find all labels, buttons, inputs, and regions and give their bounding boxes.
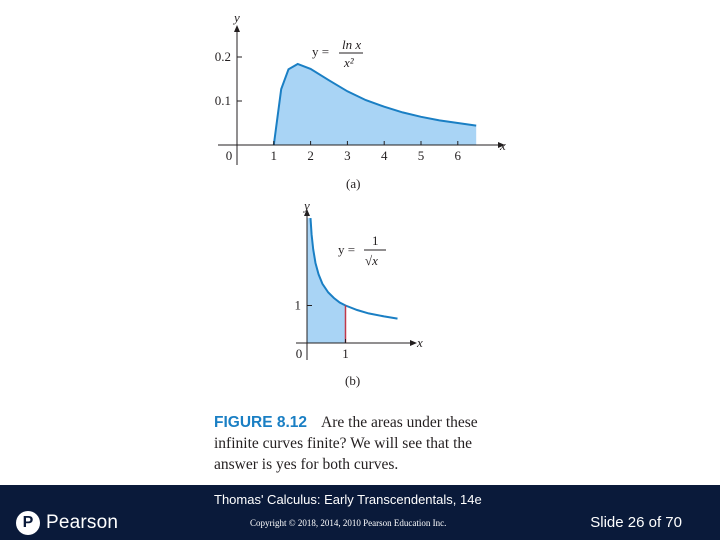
function-numerator: ln x	[342, 37, 362, 52]
function-numerator: 1	[372, 233, 379, 248]
slide-number: Slide 26 of 70	[590, 514, 682, 531]
copyright: Copyright © 2018, 2014, 2010 Pearson Education Inc.	[250, 518, 447, 528]
function-label	[338, 233, 386, 268]
book-title: Thomas' Calculus: Early Transcendentals, 14e	[214, 492, 482, 507]
caption-text: Are the areas under these infinite curves finite? We will see that the answer is yes for both curves.	[214, 414, 478, 473]
x-tick-label: 5	[417, 148, 425, 163]
x-tick-label: 1	[342, 346, 349, 361]
x-tick-label: 3	[344, 148, 351, 163]
pearson-p-icon: P	[16, 511, 40, 535]
axis-label-y: y	[234, 10, 240, 25]
x-tick-label: 2	[307, 148, 314, 163]
axis-label-x: x	[417, 335, 423, 350]
x-axis-arrow-icon	[410, 340, 417, 346]
function-denominator: √x	[365, 253, 378, 268]
x-tick-label: 1	[270, 148, 278, 163]
y-axis-arrow-icon	[234, 25, 240, 32]
y-tick-label: 1	[294, 297, 301, 313]
x-tick-label: 0	[225, 148, 233, 163]
x-tick-label: 6	[454, 148, 462, 163]
pearson-logo	[16, 510, 118, 536]
panel-a	[215, 10, 506, 191]
axis-label-x: x	[500, 138, 506, 153]
x-tick-label: 0	[295, 346, 303, 361]
function-denominator: x²	[344, 55, 354, 70]
footer	[0, 485, 720, 540]
pearson-wordmark: Pearson	[46, 512, 119, 533]
function-lhs: y =	[312, 44, 330, 59]
panel-label: (a)	[346, 176, 361, 191]
panel-b	[295, 198, 424, 388]
panel-label: (b)	[345, 373, 361, 388]
shaded-area	[274, 64, 476, 145]
function-lhs: y =	[338, 242, 356, 257]
y-tick-label: 0.2	[214, 49, 231, 64]
figure-caption	[214, 412, 504, 475]
function-label	[312, 37, 363, 70]
y-tick-label: 0.1	[214, 93, 231, 108]
x-tick-label: 4	[380, 148, 388, 163]
axis-label-y: y	[304, 198, 310, 213]
figure-tag: FIGURE 8.12	[214, 414, 308, 431]
